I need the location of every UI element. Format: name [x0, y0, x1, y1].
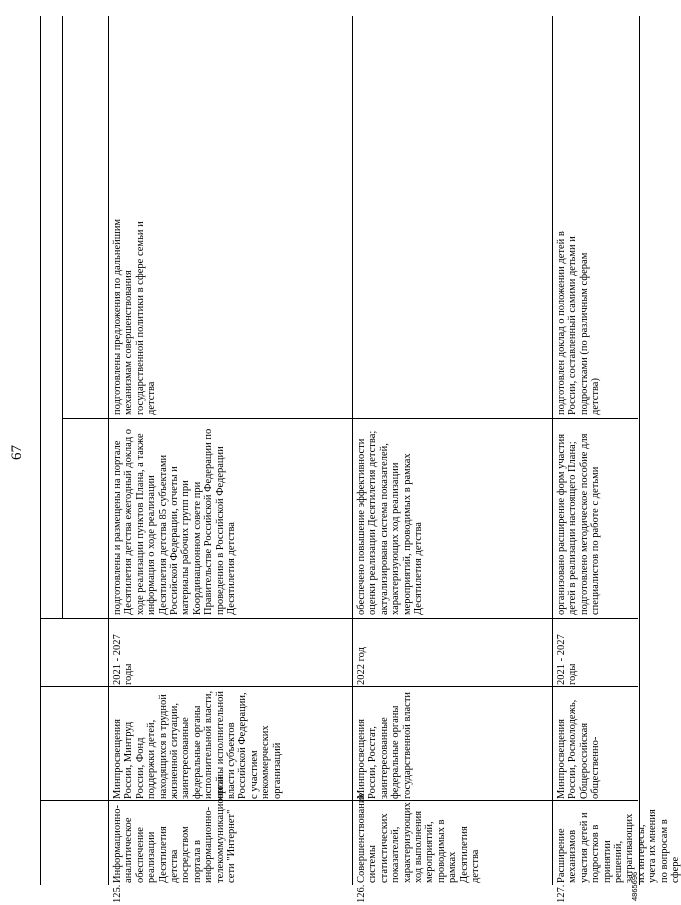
- row-127-num: 127.: [556, 884, 567, 903]
- page-number: 67: [9, 445, 25, 460]
- result-header-line: [62, 16, 63, 619]
- row-125-responsible: Минпросвещения России, Минтруд России, Фонд поддержки детей, находящихся в трудной жизненной ситуации, заинтересованные федеральные органы исполнительной власти, органы исполнительной власти субъектов Российской Федерации, с участием некоммерческих организаций: [112, 690, 283, 799]
- row-125-deadline: 2021 - 2027 годы: [112, 634, 135, 685]
- row-126-result-2021: обеспечено повышение эффективности оценки реализации Десятилетия детства; актуализирована система показателей, характеризующих ход реализации мероприятий, проводимых в рамках Десятилетия детства: [356, 430, 425, 615]
- doc-id: 4865696: [630, 871, 639, 901]
- row-125-name: Информационно-аналитическое обеспечение реализации Десятилетия детства посредством портала в информационно-телекоммуникационной сети "Интернет": [112, 776, 238, 883]
- row-126-num: 126.: [356, 884, 367, 903]
- row-127-name: Расширение механизмов участия детей и подростков в принятии решений, затрагивающих их интересы, учета их мнения по вопросам в сфере: [556, 809, 681, 883]
- row-127-deadline: 2021 - 2027 годы: [556, 634, 579, 685]
- row-125-num: 125.: [112, 884, 123, 903]
- row-126-responsible: Минпросвещения России, Росстат, заинтересованные федеральные органы государственной власти: [356, 691, 413, 799]
- row-126-name: Совершенствование системы статистических показателей, характеризующих ход выполнения мероприятий, проводимых в рамках Десятилетия детства: [356, 792, 482, 883]
- col-line-result-split: [62, 418, 638, 419]
- row-126-deadline: 2022 год: [356, 647, 367, 685]
- row-125-result-2025: подготовлены предложения по дальнейшим механизмам совершенствования государственной политики в сфере семьи и детства: [112, 218, 158, 415]
- row-127-result-2025: подготовлен доклад о положении детей в России, составленный самими детьми и подростками (по различным сферам детства): [556, 231, 602, 415]
- col-line-resp: [40, 686, 638, 687]
- row-line-127: [552, 16, 553, 885]
- row-line-126: [352, 16, 353, 885]
- header-bottom-line: [108, 16, 109, 885]
- row-125-result-2021: подготовлены и размещены на портале Десятилетия детства ежегодный доклад о ходе реализации пунктов Плана, а также информация о ходе реализации Десятилетия детства 85 субъектами Российской Федерации, отчеты и материалы рабочих групп при Координационном совете при Правительстве Российской Федерации по проведению в Российской Федерации Десятилетия детства: [112, 428, 238, 615]
- col-line-dead: [40, 618, 638, 619]
- col-line-name: [40, 800, 638, 801]
- row-127-result-2021: организовано расширение форм участия детей в реализации настоящего Плана; подготовлено методическое пособие для специалистов по работе с детьми: [556, 433, 602, 615]
- row-127-responsible: Минпросвещения России, Росмолодежь, Общероссийская общественно-: [556, 699, 602, 799]
